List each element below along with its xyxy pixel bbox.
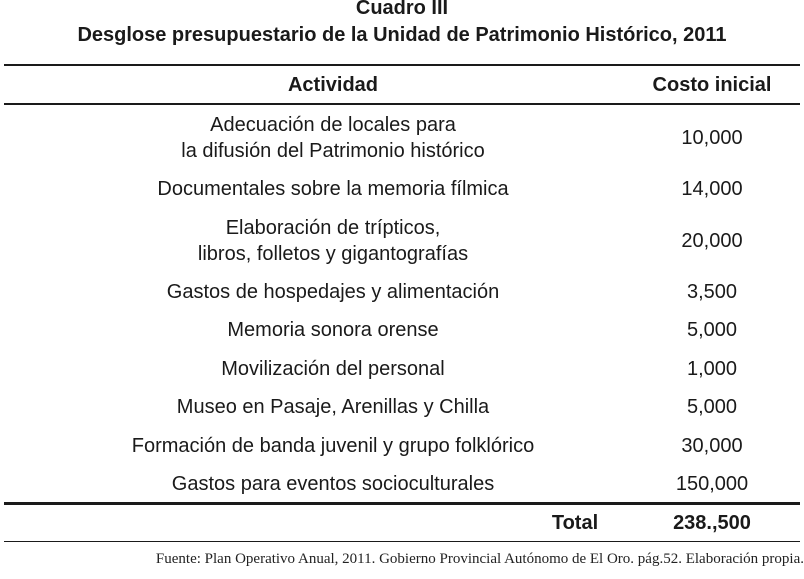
table-row (0, 388, 804, 427)
table-row (0, 273, 804, 312)
cost-cell: 1,000 (686, 357, 738, 380)
activity-cell: Documentales sobre la memoria fílmica (157, 178, 509, 201)
activity-cell: Museo en Pasaje, Arenillas y Chilla (176, 396, 490, 419)
cost-cell: 30,000 (681, 434, 743, 457)
table-row (0, 170, 804, 209)
table-caption-title: Desglose presupuestario de la Unidad de Patrimonio Histórico, 2011 (77, 24, 727, 46)
cost-cell: 10,000 (681, 127, 743, 149)
activity-cell: Movilización del personal (221, 357, 445, 380)
total-rule (4, 541, 800, 542)
activity-cell: Formación de banda juvenil y grupo folklórico (131, 434, 535, 457)
cost-cell: 20,000 (681, 229, 743, 252)
activity-cell: Gastos para eventos socioculturales (171, 473, 495, 496)
cost-cell: 3,500 (686, 280, 738, 303)
cost-cell: 150,000 (675, 473, 749, 496)
source-note: Fuente: Plan Operativo Anual, 2011. Gobierno Provincial Autónomo de El Oro. pág.52. Elaboración propia. (155, 551, 804, 567)
cost-cell: 14,000 (681, 178, 743, 201)
top-rule (4, 64, 800, 66)
table-row (0, 350, 804, 389)
cost-cell: 5,000 (686, 319, 738, 342)
bottom-rule (4, 502, 800, 505)
table-body (0, 106, 804, 504)
cost-cell: 5,000 (686, 396, 738, 419)
column-header-cost: Costo inicial (652, 74, 772, 96)
header-rule (4, 103, 800, 105)
table-caption-label: Cuadro III (355, 0, 449, 19)
table-row (0, 427, 804, 466)
activity-cell: Memoria sonora orense (227, 319, 439, 342)
total-value: 238.,500 (673, 512, 751, 534)
table-row (0, 311, 804, 350)
table-row (0, 209, 804, 273)
total-label: Total (551, 512, 599, 534)
activity-cell: Adecuación de locales para la difusión del Patrimonio histórico (181, 114, 485, 162)
column-header-activity: Actividad (287, 74, 379, 96)
table-row (0, 106, 804, 170)
table-row (0, 465, 804, 504)
activity-cell: Gastos de hospedajes y alimentación (166, 280, 500, 303)
activity-cell: Elaboración de trípticos, libros, folletos y gigantografías (197, 216, 469, 265)
